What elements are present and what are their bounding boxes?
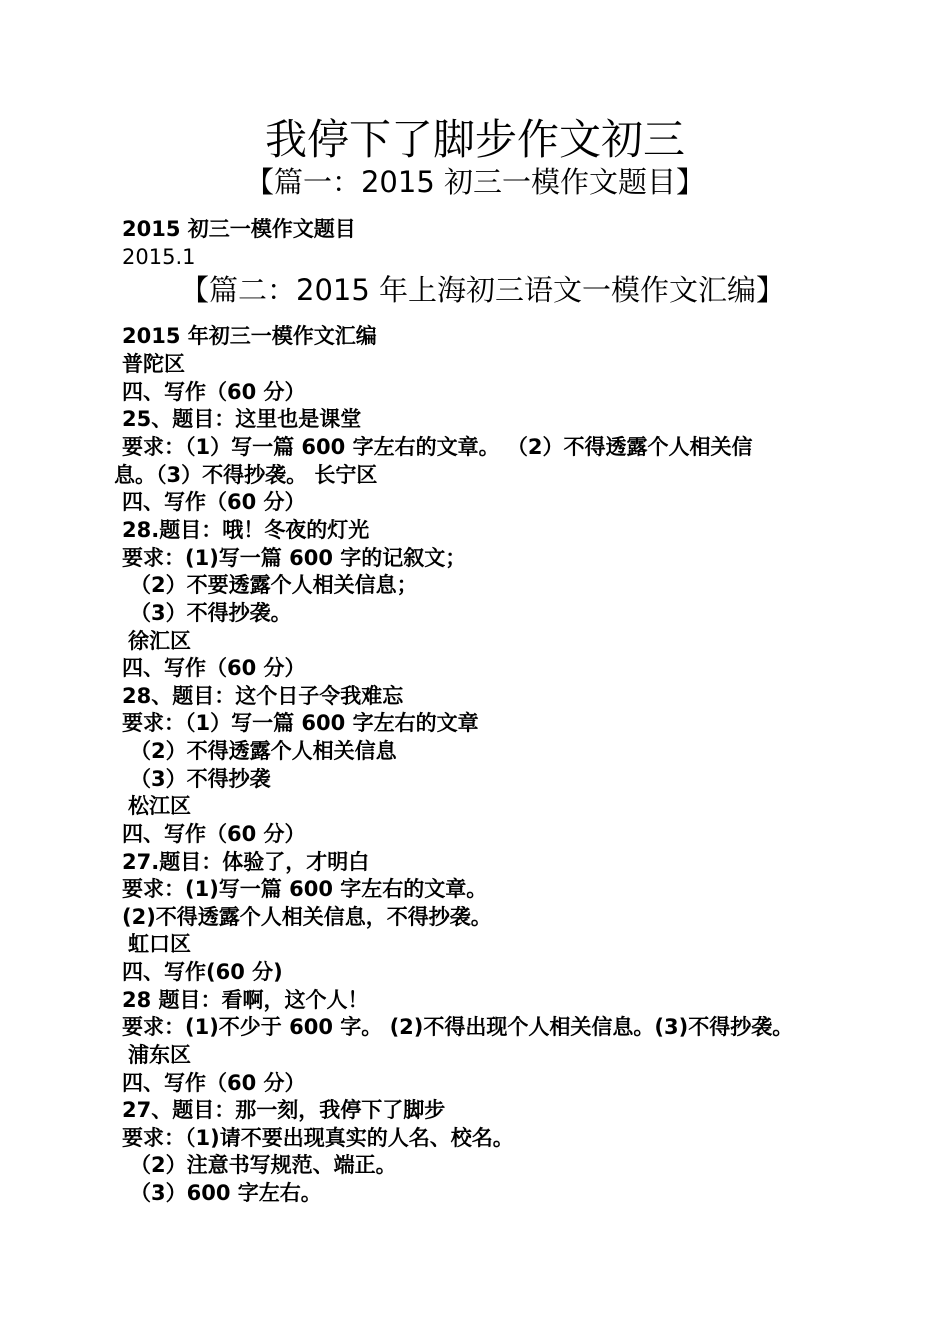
text-line: 要求：（1）写一篇 600 字左右的文章 [122, 711, 479, 735]
text-line: (2)不得透露个人相关信息，不得抄袭。 [122, 905, 492, 929]
text-line: 要求：(1)不少于 600 字。 (2)不得出现个人相关信息。(3)不得抄袭。 [122, 1015, 794, 1039]
text-line: （2）不得透露个人相关信息 [130, 739, 397, 763]
text-line: 27.题目：体验了，才明白 [122, 850, 370, 874]
text-line: 2015 年初三一模作文汇编 [122, 324, 377, 348]
text-line: 息。（3）不得抄袭。 长宁区 [114, 463, 378, 487]
district-label: 普陀区 [122, 352, 185, 376]
text-line: 四、写作（60 分） [122, 490, 306, 514]
text-line: 四、写作（60 分） [122, 822, 306, 846]
text-line: 要求：（1)请不要出现真实的人名、校名。 [122, 1126, 514, 1150]
text-line: 四、写作（60 分） [122, 656, 306, 680]
text-line: （3）不得抄袭 [130, 767, 271, 791]
text-line: 要求：（1）写一篇 600 字左右的文章。 （2）不得透露个人相关信 [122, 435, 753, 459]
text-line: 四、写作（60 分） [122, 1071, 306, 1095]
text-line: 2015.1 [122, 245, 196, 269]
text-line: （3）不得抄袭。 [130, 601, 292, 625]
text-line: 28.题目：哦！冬夜的灯光 [122, 518, 370, 542]
district-label: 浦东区 [128, 1043, 191, 1067]
section-heading-2: 【篇二：2015 年上海初三语文一模作文汇编】 [180, 273, 786, 307]
district-label: 松江区 [128, 794, 191, 818]
text-line: 2015 初三一模作文题目 [122, 217, 356, 241]
district-label: 虹口区 [128, 932, 191, 956]
text-line: 要求：(1)写一篇 600 字的记叙文； [122, 546, 467, 570]
section-heading-1: 【篇一：2015 初三一模作文题目】 [244, 165, 706, 199]
text-line: （3）600 字左右。 [130, 1181, 322, 1205]
text-line: 四、写作（60 分） [122, 380, 306, 404]
text-line: 28 题目：看啊，这个人！ [122, 988, 369, 1012]
document-title: 我停下了脚步作文初三 [264, 115, 685, 164]
text-line: 要求：(1)写一篇 600 字左右的文章。 [122, 877, 488, 901]
text-line: 28、题目：这个日子令我难忘 [122, 684, 404, 708]
text-line: 27、题目：那一刻，我停下了脚步 [122, 1098, 446, 1122]
text-line: （2）注意书写规范、端正。 [130, 1153, 397, 1177]
district-label: 徐汇区 [128, 629, 191, 653]
text-line: 四、写作(60 分) [122, 960, 283, 984]
text-line: 25、题目：这里也是课堂 [122, 407, 362, 431]
text-line: （2）不要透露个人相关信息； [130, 573, 418, 597]
